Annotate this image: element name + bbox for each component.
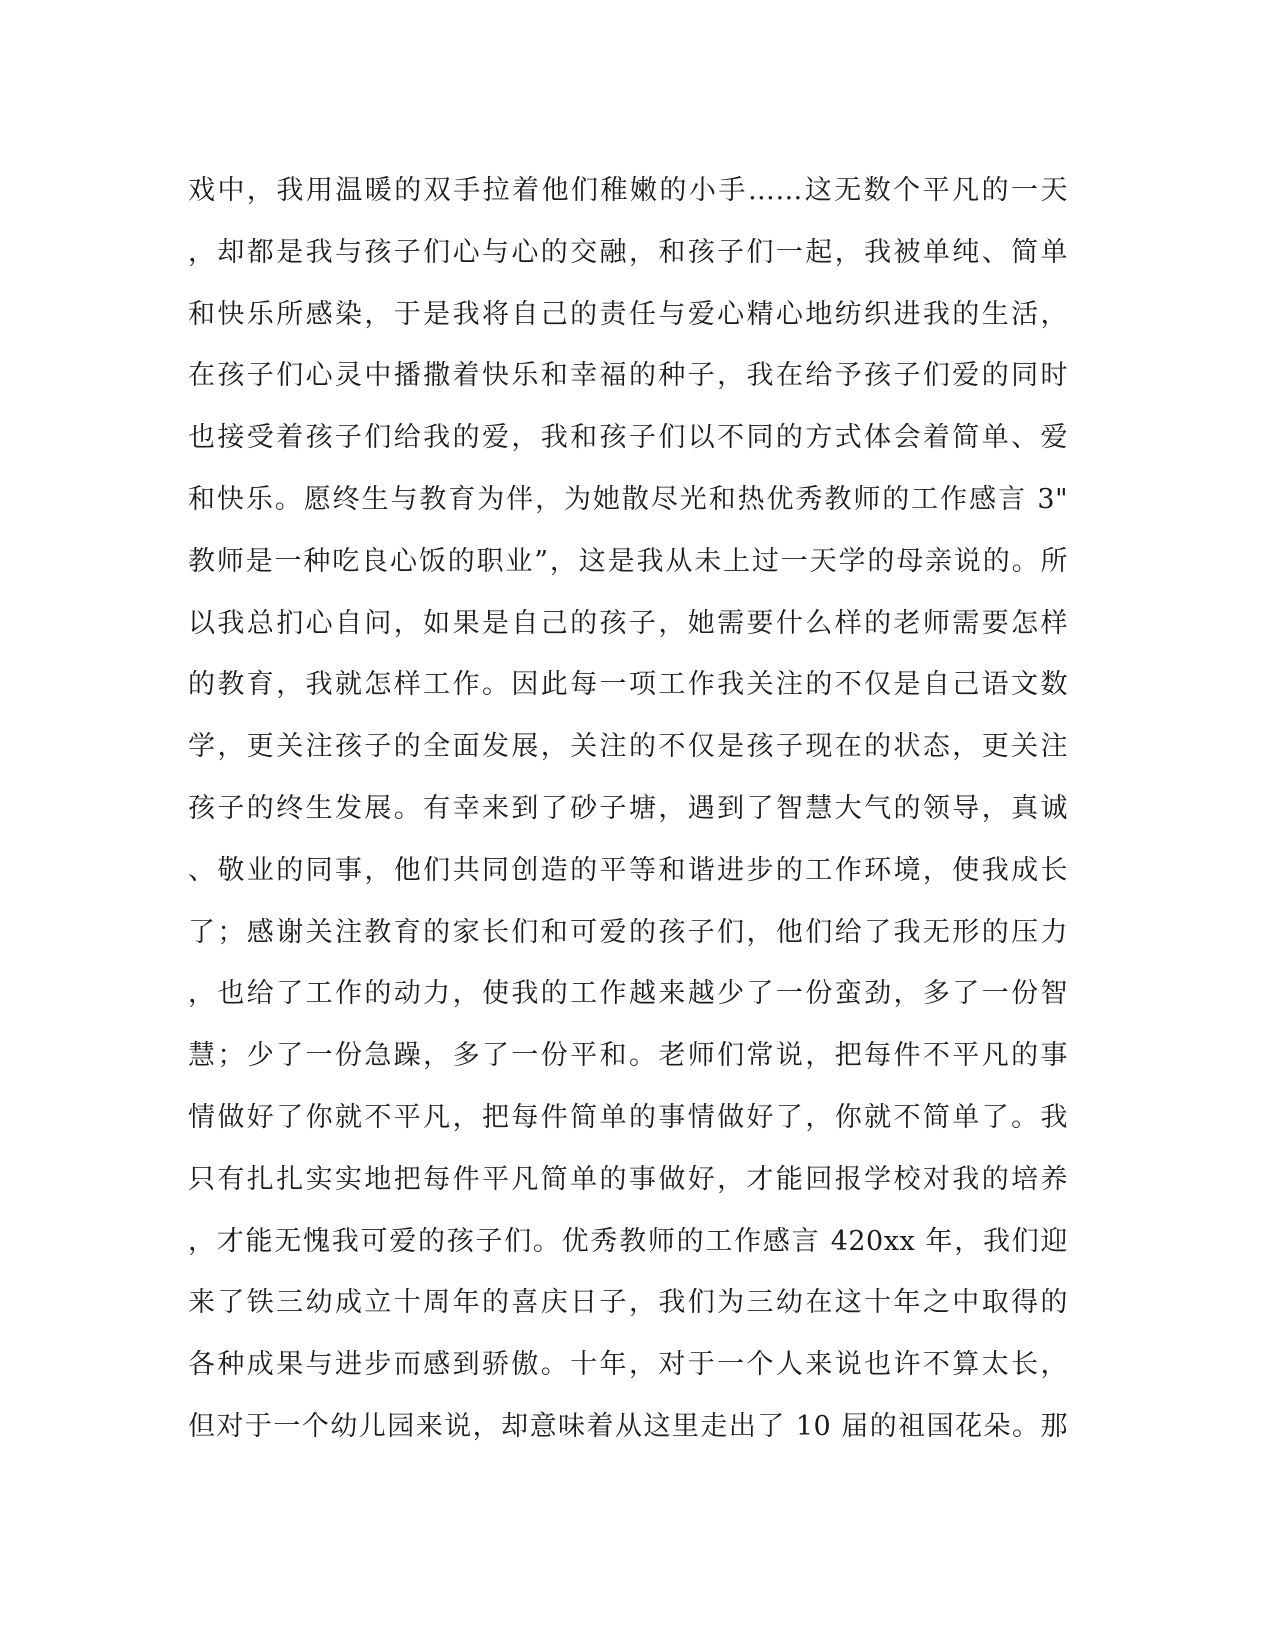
text-line: 只有扎扎实实地把每件平凡简单的事做好，才能回报学校对我的培养 xyxy=(188,1163,1068,1195)
text-line: ，才能无愧我可爱的孩子们。优秀教师的工作感言 420xx 年，我们迎 xyxy=(188,1225,1068,1257)
text-line: 以我总扪心自问，如果是自己的孩子，她需要什么样的老师需要怎样 xyxy=(188,607,1068,639)
text-line: 和快乐。愿终生与教育为伴，为她散尽光和热优秀教师的工作感言 3" xyxy=(188,483,1068,515)
text-line: 情做好了你就不平凡，把每件简单的事情做好了，你就不简单了。我 xyxy=(188,1101,1068,1133)
text-line: 戏中，我用温暖的双手拉着他们稚嫩的小手……这无数个平凡的一天 xyxy=(188,175,1068,206)
text-line: ，也给了工作的动力，使我的工作越来越少了一份蛮劲，多了一份智 xyxy=(188,978,1068,1010)
text-line: 、敬业的同事，他们共同创造的平等和谐进步的工作环境，使我成长 xyxy=(188,854,1068,886)
text-line: 来了铁三幼成立十周年的喜庆日子，我们为三幼在这十年之中取得的 xyxy=(188,1287,1068,1319)
text-line: 了；感谢关注教育的家长们和可爱的孩子们，他们给了我无形的压力 xyxy=(188,916,1068,948)
text-line: 学，更关注孩子的全面发展，关注的不仅是孩子现在的状态，更关注 xyxy=(188,731,1068,763)
text-line: 孩子的终生发展。有幸来到了砂子塘，遇到了智慧大气的领导，真诚 xyxy=(188,792,1068,824)
text-line: 在孩子们心灵中播撒着快乐和幸福的种子，我在给予孩子们爱的同时 xyxy=(188,360,1068,392)
text-line: ，却都是我与孩子们心与心的交融，和孩子们一起，我被单纯、简单 xyxy=(188,236,1068,268)
text-line: 也接受着孩子们给我的爱，我和孩子们以不同的方式体会着简单、爱 xyxy=(188,422,1068,454)
text-line: 教师是一种吃良心饭的职业”，这是我从未上过一天学的母亲说的。所 xyxy=(188,545,1068,577)
text-line: 但对于一个幼儿园来说，却意味着从这里走出了 10 届的祖国花朵。那 xyxy=(188,1410,1068,1442)
text-line: 各种成果与进步而感到骄傲。十年，对于一个人来说也许不算太长， xyxy=(188,1349,1068,1381)
body-text xyxy=(188,160,1068,1458)
text-line: 和快乐所感染，于是我将自己的责任与爱心精心地纺织进我的生活， xyxy=(188,298,1068,330)
text-line: 慧；少了一份急躁，多了一份平和。老师们常说，把每件不平凡的事 xyxy=(188,1040,1068,1072)
text-line: 的教育，我就怎样工作。因此每一项工作我关注的不仅是自己语文数 xyxy=(188,669,1068,701)
